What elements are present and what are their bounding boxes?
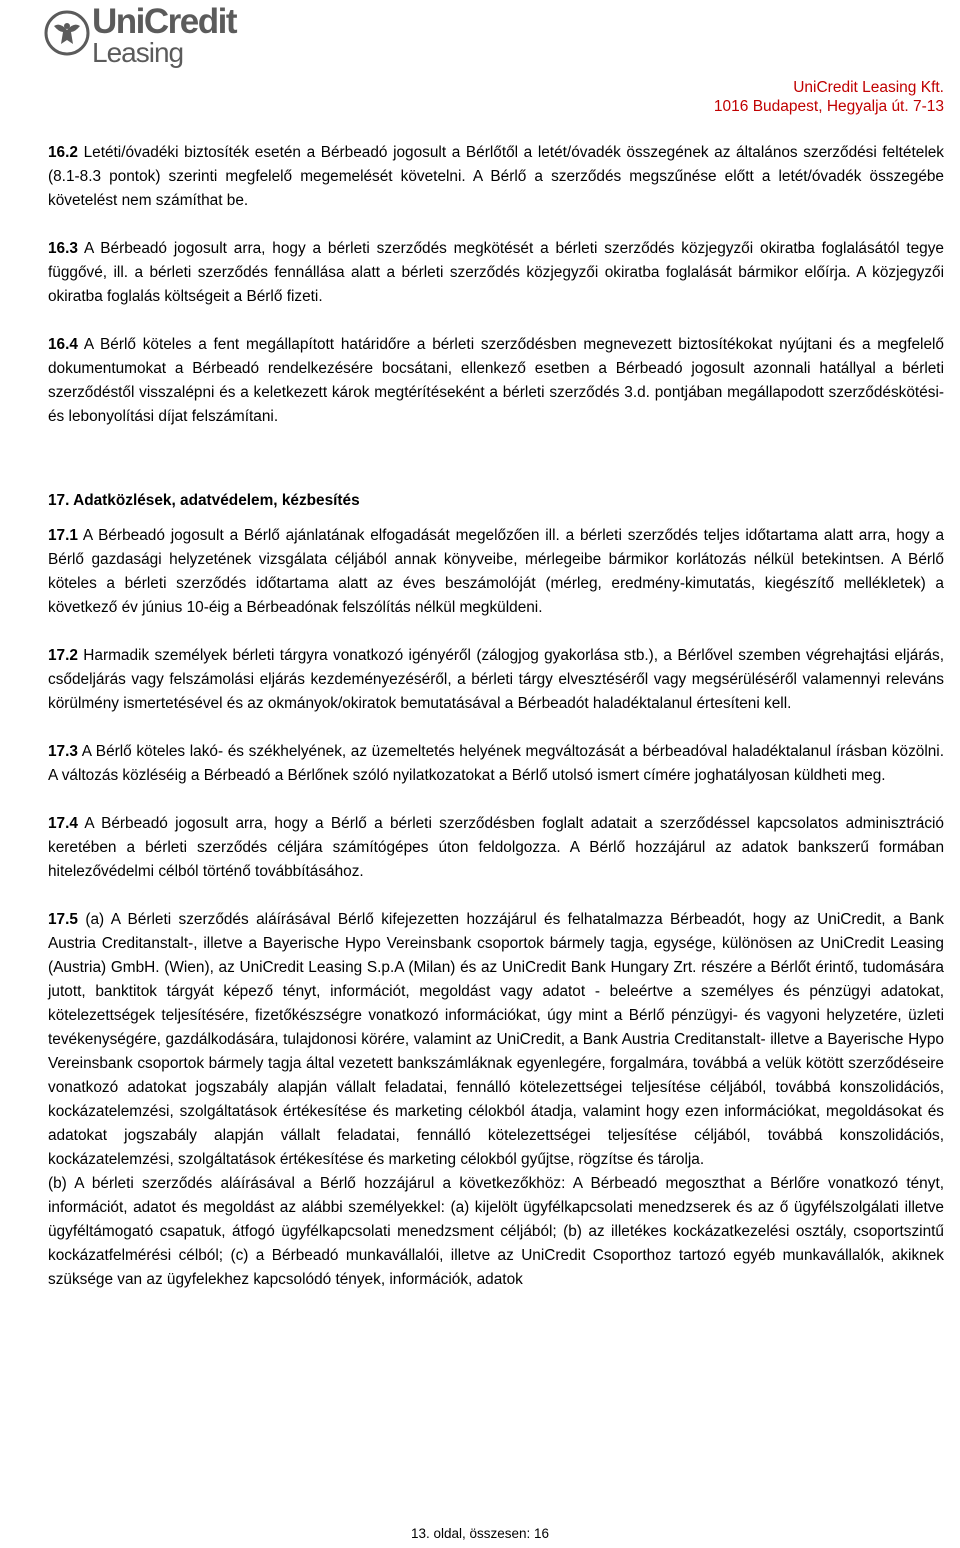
section-number: 16.4 — [48, 336, 78, 353]
section-heading-17: 17. Adatközlések, adatvédelem, kézbesítés — [48, 492, 360, 509]
logo-line-leasing: Leasing — [92, 37, 184, 68]
company-address — [714, 78, 944, 116]
paragraph-text: A Bérbeadó jogosult a Bérlő ajánlatának elfogadását megelőzően ill. a bérleti szerződés teljes időtartama alatt arra, hogy a Bérlő gazdasági helyzetének vizsgálata céljából annak könyveibe, mérlegeibe bármikor korlátozás nélkül betekintsen. A Bérlő köteles a bérleti szerződés időtartama alatt az éves beszámolóját (mérleg, eredmény-kimutatás, kiegészítő mellékletek) a következő év június 10-éig a Bérbeadónak felszólítás nélkül megküldeni. — [48, 527, 944, 616]
paragraph-16-4 — [48, 333, 944, 429]
unicredit-leasing-logo — [44, 4, 244, 76]
page-number-footer: 13. oldal, összesen: 16 — [410, 1526, 550, 1541]
logo-line-unicredit: UniCredit — [92, 2, 236, 41]
paragraph-text: A Bérlő köteles lakó- és székhelyének, az üzemeltetés helyének megváltozását a bérbeadóval haladéktalanul írásban közölni. A változás közléséig a Bérbeadó a Bérlőnek szóló nyilatkozatokat a Bérlő utolsó ismert címére joghatályosan küldheti meg. — [48, 743, 944, 784]
paragraph-text: Harmadik személyek bérleti tárgyra vonatkozó igényéről (zálogjog gyakorlása stb.), a Bérlővel szemben végrehajtási eljárás, csődeljárás vagy felszámolási eljárás kezdeményezéséről, a bérleti tárgy elvesztéséről vagy megsérüléséről valamennyi releváns körülmény ismertetésével és az okmányok/okiratok bemutatásával a Bérbeadót haladéktalanul értesíteni kell. — [48, 647, 944, 712]
paragraph-text: A Bérbeadó jogosult arra, hogy a Bérlő a bérleti szerződésben foglalt adatait a szerződéssel kapcsolatos adminisztráció keretében a bérleti szerződés céljára számítógépes úton feldolgozza. A Bérlő hozzájárul az adatok bankszerű formában hitelezővédelmi célból történő továbbításához. — [48, 815, 944, 880]
paragraph-17-2 — [48, 644, 944, 716]
paragraph-17-4 — [48, 812, 944, 884]
paragraph-17-5-b: (b) A bérleti szerződés aláírásával a Bérlő hozzájárul a következőkhöz: A Bérbeadó megoszthat a Bérlőre vonatkozó tényt, információt, adatot és megoldást az alábbi személyekkel: (a) kijelölt ügyfélkapcsolati menedzserek és az ő ügyfélszolgálati illetve ügyféltámogató csapatuk, átfogó ügyfélkapcsolati menedzsment céljából; (b) az illetékes kockázatkezelési osztály, csoportszintű kockázatfelmérési célból; (c) a Bérbeadó munkavállalói, illetve az UniCredit Csoporthoz tartozó egyéb munkavállalók, akiknek szüksége van az ügyfelekhez kapcsolódó tények, információk, adatok — [48, 1175, 944, 1288]
section-number: 17.4 — [48, 815, 78, 832]
paragraph-16-2 — [48, 141, 944, 213]
paragraph-16-3 — [48, 237, 944, 309]
section-number: 16.2 — [48, 144, 78, 161]
logo-wordmark — [92, 4, 236, 67]
section-number: 17.2 — [48, 647, 78, 664]
company-name: UniCredit Leasing Kft. — [793, 79, 944, 96]
paragraph-17-1 — [48, 524, 944, 620]
section-number: 16.3 — [48, 240, 78, 257]
paragraph-text: Letéti/óvadéki biztosíték esetén a Bérbeadó jogosult a Bérlőtől a letét/óvadék összegének az általános szerződési feltételek (8.1-8.3 pontok) szerinti megfelelő megemelését követelni. A Bérlő a szerződés megszűnése előtt a letét/óvadék összegébe követelést nem számíthat be. — [48, 144, 944, 209]
company-street: 1016 Budapest, Hegyalja út. 7-13 — [713, 98, 944, 115]
paragraph-text: A Bérlő köteles a fent megállapított határidőre a bérleti szerződésben megnevezett biztosítékokat nyújtani és a megfelelő dokumentumokat a Bérbeadó rendelkezésére bocsátani, ellenkező esetben a Bérbeadó jogosult azonnali hatállyal a bérleti szerződéstől visszalépni és a keletkezett károk megtérítéseként a bérleti szerződés 3.d. pontjában megállapodott szerződéskötési- és lebonyolítási díjat felszámítani. — [48, 336, 944, 425]
document-body — [48, 141, 944, 1292]
paragraph-text: (a) A Bérleti szerződés aláírásával Bérlő kifejezetten hozzájárul és felhatalmazza Bérbeadót, hogy az UniCredit, a Bank Austria Creditanstalt-, illetve a Bayerische Hypo Vereinsbank csoportok bármely tagja, egysége, különösen az UniCredit Leasing (Austria) GmbH. (Wien), az UniCredit Leasing S.p.A (Milan) és az UniCredit Bank Hungary Zrt. részére a Bérlőt érintő, tudomására jutott, banktitok tárgyát képező tényt, információt, megoldást vagy adatot - beleértve a személyes és pénzügyi adatokat, kötelezettségek teljesítésére, fizetőkészségre vonatkozó információkat, úgy mint a Bérlő pénzügyi- és vagyoni helyzetére, üzleti tevékenységére, gazdálkodására, tulajdonosi körére, valamint az UniCredit, a Bank Austria Creditanstalt- illetve a Bayerische Hypo Vereinsbank csoportok bármely tagja által vezetett bankszámláknak egyenlegére, forgalmára, továbbá a velük kötött szerződéseire vonatkozó adatokat jogszabály alapján vállalt feladatai, fennálló kötelezettségei teljesítése céljából, továbbá konszolidációs, kockázatelemzési, szolgáltatások értékesítése és marketing célokból átadja, valamint hogy ezen információkat, megoldásokat és adatokat jogszabály alapján vállalt feladatai, fennálló kötelezettségei teljesítése céljából, továbbá konszolidációs, kockázatelemzési, szolgáltatások értékesítése és marketing célokból gyűjtse, rögzítse és tárolja. — [48, 911, 944, 1168]
paragraph-17-5-a — [48, 908, 944, 1172]
unicredit-eagle-logo-icon — [44, 10, 90, 56]
section-number: 17.1 — [48, 527, 78, 544]
section-number: 17.3 — [48, 743, 78, 760]
paragraph-17-3 — [48, 740, 944, 788]
paragraph-text: A Bérbeadó jogosult arra, hogy a bérleti szerződés megkötését a bérleti szerződés közjegyzői okiratba foglalásától tegye függővé, ill. a bérleti szerződés fennállása alatt a bérleti szerződés közjegyzői okiratba foglalását bármikor előírja. A közjegyzői okiratba foglalás költségeit a Bérlő fizeti. — [48, 240, 944, 305]
section-number: 17.5 — [48, 911, 78, 928]
